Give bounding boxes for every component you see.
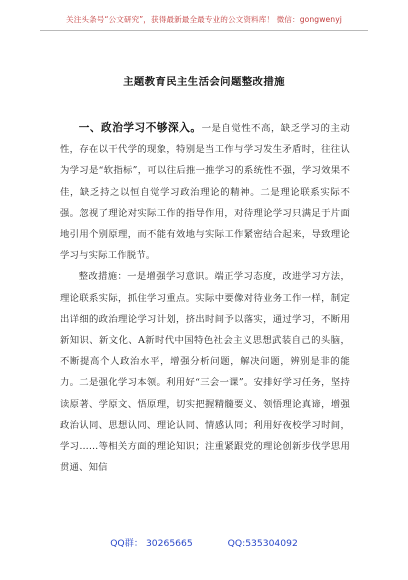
header-promo-note: 关注头条号“公文研究”，获得最新最全最专业的公文资料库！ 微信：gongwenyj	[66, 15, 342, 24]
footer-qq: QQ:535304092	[227, 538, 298, 549]
document-body	[60, 118, 350, 478]
paragraph-problem	[60, 118, 350, 266]
footer-contact	[0, 535, 408, 549]
section-heading: 一、政治学习不够深入。	[78, 122, 202, 134]
paragraph-measures: 整改措施：一是增强学习意识。端正学习态度，改进学习方法，理论联系实际，抓住学习重点。实际中要像对待业务工作一样，制定出详细的政治理论学习计划，挤出时间予以落实，通过学习，不断用新知识、新文化、A新时代中国特色社会主义思想武装自己的头脑，不断提高个人政治水平，增强分析问题，解决问题，辨别是非的能力。二是强化学习本领。利用好“三会一课”。安排好学习任务，坚持读原著、学原文、悟原理，切实把握精髓要义、领悟理论真谛，增强政治认同、思想认同、理论认同、情感认同；利用好夜校学习时间，学习……等相关方面的理论知识；注重紧跟党的理论创新步伐学思用贯通、知信	[60, 271, 350, 474]
header-divider	[40, 30, 368, 31]
paragraph-problem-text: 一是自觉性不高，缺乏学习的主动性，存在以干代学的现象，特别是当工作与学习发生矛盾时，往往认为学习是“软指标”，可以往后推一推学习的系统性不强，学习效果不佳，缺乏持之以恒自觉学习政治理论的精神。二是理论联系实际不强。忽视了理论对实际工作的指导作用，对待理论学习只满足于片面地引用个别原理，而不能有效地与实际工作紧密结合起来，导致理论学习与实际工作脱节。	[60, 123, 350, 262]
footer-qq-group: QQ群： 30265665	[110, 538, 193, 549]
document-title: 主题教育民主生活会问题整改措施	[123, 76, 285, 88]
